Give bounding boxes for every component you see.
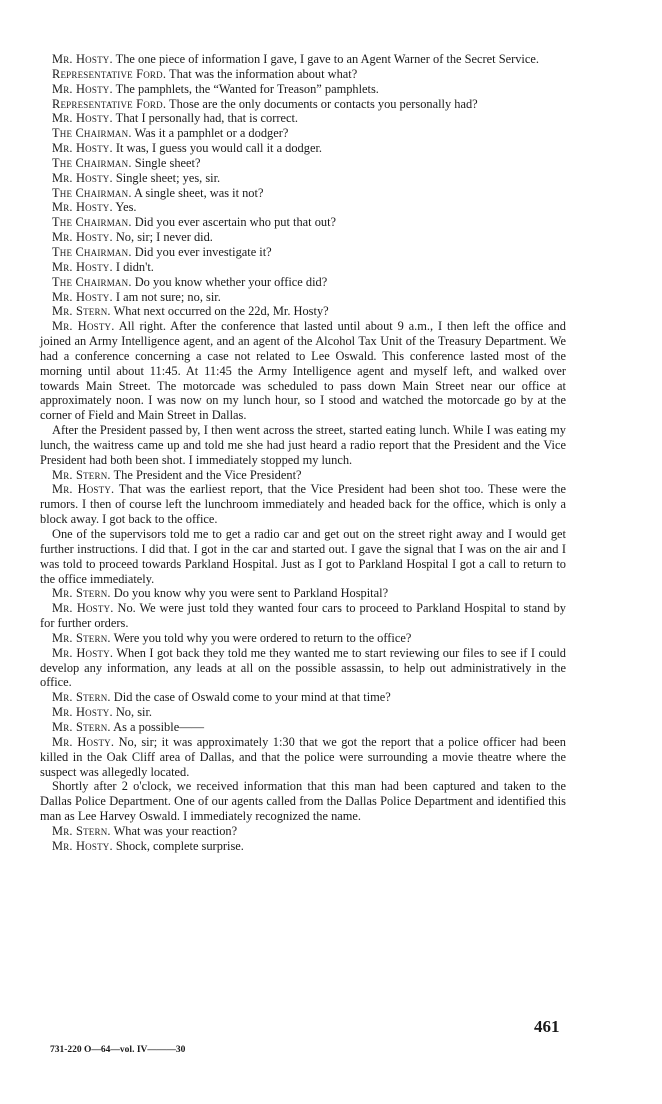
transcript-paragraph (40, 304, 566, 319)
paragraph-text: No, sir; it was approximately 1:30 that we got the report that a police officer had been killed in the Oak Cliff area of Dallas, and that the police were surrounding a movie theatre where the suspect was allegedly located. (40, 734, 566, 779)
speaker-name: Mr. Hosty. (52, 259, 113, 274)
transcript-paragraph (40, 275, 566, 290)
paragraph-text: Those are the only documents or contacts you personally had? (166, 96, 478, 111)
paragraph-text: What next occurred on the 22d, Mr. Hosty? (110, 304, 329, 319)
transcript-paragraph (40, 779, 566, 824)
transcript-paragraph (40, 156, 566, 171)
speaker-name: Mr. Stern. (52, 690, 111, 705)
speaker-name: Mr. Stern. (52, 304, 111, 319)
transcript-paragraph (40, 67, 566, 82)
transcript-paragraph (40, 319, 566, 423)
transcript-paragraph (40, 111, 566, 126)
paragraph-text: That I personally had, that is correct. (112, 111, 298, 126)
transcript-paragraph (40, 586, 566, 601)
speaker-name: Mr. Hosty. (52, 601, 114, 616)
speaker-name: The Chairman. (52, 126, 132, 141)
speaker-name: Mr. Hosty. (52, 482, 115, 497)
speaker-name: Mr. Hosty. (52, 111, 113, 126)
transcript-paragraph (40, 482, 566, 527)
paragraph-text: A single sheet, was it not? (131, 185, 264, 200)
speaker-name: Mr. Stern. (52, 719, 111, 734)
paragraph-text: The one piece of information I gave, I gave to an Agent Warner of the Secret Service. (112, 52, 539, 66)
transcript-paragraph (40, 200, 566, 215)
page-number: 461 (534, 1017, 560, 1036)
speaker-name: Mr. Stern. (52, 467, 111, 482)
speaker-name: Mr. Hosty. (52, 734, 115, 749)
paragraph-text: Do you know whether your office did? (131, 274, 328, 289)
paragraph-text: Do you know why you were sent to Parkland Hospital? (110, 586, 389, 601)
paragraph-text: Shock, complete surprise. (112, 838, 244, 853)
paragraph-text: It was, I guess you would call it a dodger. (112, 141, 322, 156)
speaker-name: The Chairman. (52, 185, 132, 200)
transcript-paragraph (40, 839, 566, 854)
speaker-name: Mr. Hosty. (52, 289, 113, 304)
paragraph-text: No, sir. (112, 705, 153, 720)
transcript-paragraph (40, 468, 566, 483)
paragraph-text: Did you ever investigate it? (131, 244, 272, 259)
paragraph-text: No, sir; I never did. (112, 230, 213, 245)
paragraph-text: The President and the Vice President? (110, 467, 302, 482)
transcript-paragraph (40, 423, 566, 468)
transcript-paragraph (40, 215, 566, 230)
speaker-name: Mr. Hosty. (52, 319, 115, 334)
transcript-paragraph (40, 705, 566, 720)
transcript-paragraph (40, 735, 566, 780)
paragraph-text: All right. After the conference that lasted until about 9 a.m., I then left the office and joined an Army Intelligence agent, and an agent of the Alcohol Tax Unit of the Treasury Department. We had a conference concerning a case not related to Lee Oswald. This conference lasted most of the morning until about 11:45. At 11:45 the Army Intelligence agent and myself left, and walked over towards Main Street. The motorcade was scheduled to pass down Main Street near our office at approximately noon. I was now on my lunch hour, so I stood and watched the motorcade go by at the corner of Field and Main Street in Dallas. (40, 319, 566, 423)
paragraph-text: Was it a pamphlet or a dodger? (131, 126, 289, 141)
speaker-name: The Chairman. (52, 215, 132, 230)
speaker-name: The Chairman. (52, 155, 132, 170)
transcript-paragraph (40, 290, 566, 305)
transcript-paragraph (40, 230, 566, 245)
paragraph-text: Did you ever ascertain who put that out? (131, 215, 337, 230)
transcript-paragraph (40, 720, 566, 735)
paragraph-text: That was the information about what? (166, 66, 358, 81)
transcript-paragraph (40, 527, 566, 586)
speaker-name: Mr. Hosty. (52, 52, 113, 66)
paragraph-text: Were you told why you were ordered to return to the office? (110, 630, 412, 645)
transcript-paragraph (40, 690, 566, 705)
speaker-name: Mr. Hosty. (52, 645, 114, 660)
speaker-name: Mr. Hosty. (52, 230, 113, 245)
paragraph-text: Yes. (112, 200, 137, 215)
paragraph-text: Did the case of Oswald come to your mind at that time? (110, 690, 391, 705)
paragraph-text: That was the earliest report, that the Vice President had been shot too. These were the rumors. I then of course left the lunchroom immediately and headed back for the office, which is only a block away. I got back to the office. (40, 482, 567, 527)
transcript-paragraph (40, 824, 566, 839)
transcript-paragraph (40, 631, 566, 646)
speaker-name: The Chairman. (52, 274, 132, 289)
paragraph-text: Single sheet? (131, 155, 201, 170)
speaker-name: Representative Ford. (52, 96, 167, 111)
transcript-paragraph (40, 260, 566, 275)
speaker-name: Mr. Hosty. (52, 170, 113, 185)
speaker-name: Mr. Hosty. (52, 141, 113, 156)
transcript-paragraph (40, 82, 566, 97)
paragraph-text: Shortly after 2 o'clock, we received information that this man had been captured and taken to the Dallas Police Department. One of our agents called from the Dallas Police Department and identified this man as Lee Harvey Oswald. I immediately recognized the name. (40, 779, 566, 824)
speaker-name: Mr. Stern. (52, 586, 111, 601)
transcript-paragraph (40, 141, 566, 156)
transcript-paragraph (40, 601, 566, 631)
paragraph-text: No. We were just told they wanted four cars to proceed to Parkland Hospital to stand by for further orders. (40, 601, 567, 631)
transcript-paragraph (40, 186, 566, 201)
speaker-name: Mr. Hosty. (52, 705, 113, 720)
paragraph-text: Single sheet; yes, sir. (112, 170, 221, 185)
paragraph-text: I am not sure; no, sir. (112, 289, 221, 304)
paragraph-text: When I got back they told me they wanted me to start reviewing our files to see if I could develop any information, any leads at all on the possible assassin, to help out administratively in the office. (40, 645, 566, 690)
speaker-name: Mr. Stern. (52, 630, 111, 645)
transcript-paragraph (40, 52, 566, 67)
transcript-paragraph (40, 245, 566, 260)
transcript-paragraph (40, 171, 566, 186)
paragraph-text: The pamphlets, the “Wanted for Treason” pamphlets. (112, 81, 379, 96)
speaker-name: Mr. Hosty. (52, 838, 113, 853)
speaker-name: The Chairman. (52, 244, 132, 259)
speaker-name: Mr. Hosty. (52, 200, 113, 215)
transcript-paragraph (40, 126, 566, 141)
speaker-name: Representative Ford. (52, 66, 167, 81)
transcript-paragraph (40, 646, 566, 691)
paragraph-text: As a possible—— (110, 719, 204, 734)
transcript-body (40, 52, 566, 854)
speaker-name: Mr. Stern. (52, 823, 111, 838)
paragraph-text: What was your reaction? (110, 823, 238, 838)
paragraph-text: I didn't. (112, 259, 154, 274)
transcript-paragraph (40, 97, 566, 112)
print-code: 731-220 O—64—vol. IV———30 (50, 1045, 186, 1055)
speaker-name: Mr. Hosty. (52, 81, 113, 96)
paragraph-text: After the President passed by, I then went across the street, started eating lunch. While I was eating my lunch, the waitress came up and told me she had just heard a radio report that the President and the Vice President had both been shot. I immediately stopped my lunch. (40, 423, 566, 467)
paragraph-text: One of the supervisors told me to get a radio car and get out on the street right away and I would get further instructions. I did that. I got in the car and started out. I gave the signal that I was on the air and I was told to proceed towards Parkland Hospital. Just as I got to Parkland Hospital I got a call to return to the office immediately. (40, 527, 566, 586)
